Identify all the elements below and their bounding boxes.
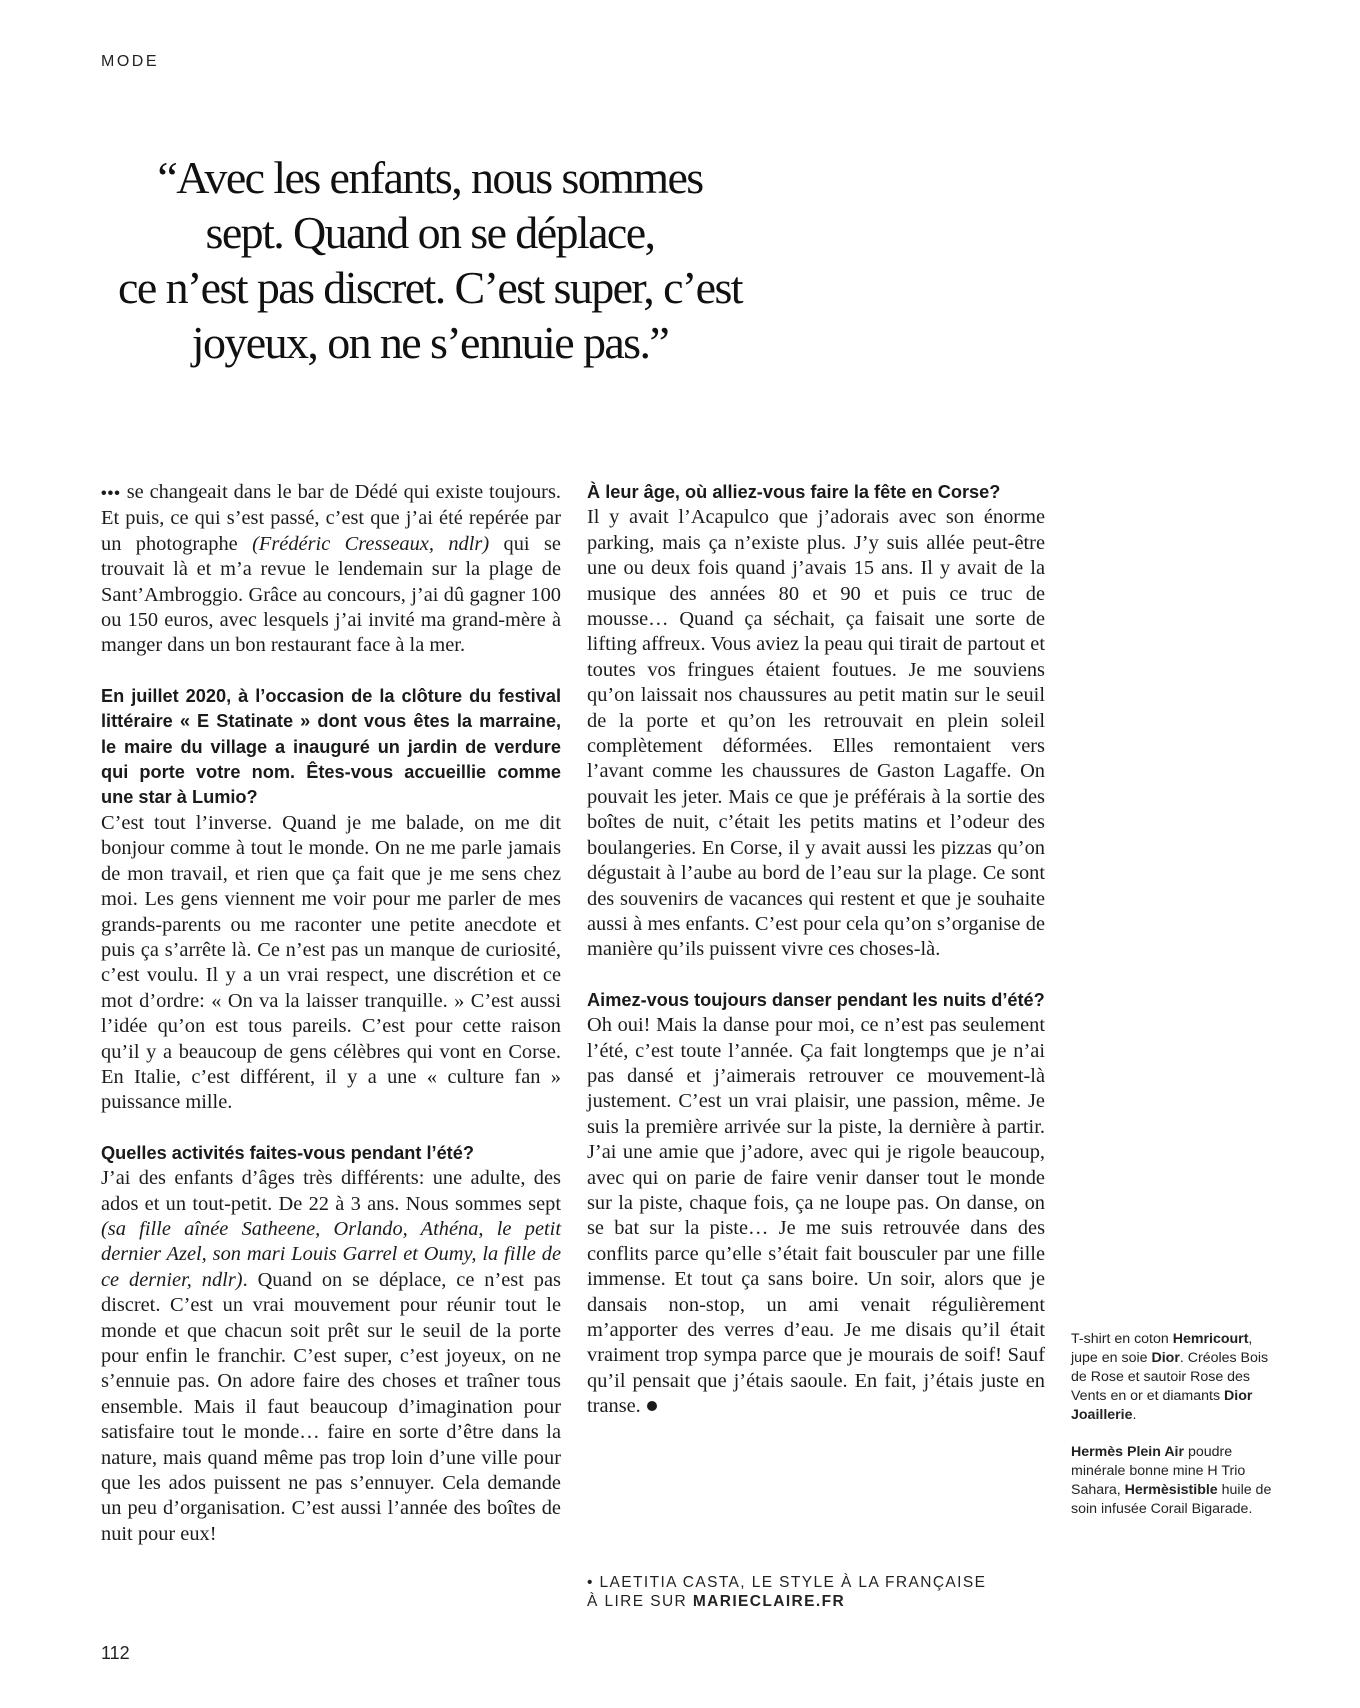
article-column-left <box>101 480 561 1547</box>
interview-question: Aimez-vous toujours danser pendant les nuits d’été? <box>587 989 1045 1010</box>
section-label: MODE <box>101 53 159 70</box>
pull-quote-line: sept. Quand on se déplace, <box>205 207 655 258</box>
credit-beauty <box>1071 1443 1281 1519</box>
brand-name: Dior <box>1151 1350 1180 1366</box>
interview-answer <box>587 1013 1045 1420</box>
text-run: qui se trouvait là et m’a revue le lendemain sur la plage de Sant’Ambroggio. Grâce au concours, j’ai dû gagner 100 ou 150 euros, avec lesquels j’ai invité ma grand-mère à manger dans un bon restaurant face à la mer. <box>101 532 561 657</box>
article-column-right <box>587 480 1045 1420</box>
interview-answer <box>101 1166 561 1547</box>
text-run: . Créoles Bois de Rose et sautoir Rose des Vents en or et diamants <box>1071 1350 1269 1404</box>
text-run: se changeait dans le bar de Dédé qui existe toujours. Et puis, ce qui s’est passé, c’est que j’ai été repérée par un photographe <box>101 481 561 555</box>
text-run: À LIRE SUR <box>587 1593 693 1610</box>
pull-quote-line: “Avec les enfants, nous sommes <box>157 152 703 203</box>
interview-question: En juillet 2020, à l’occasion de la clôture du festival littéraire « E Statinate » dont vous êtes la marraine, le maire du village a inauguré un jardin de verdure qui porte votre nom. Êtes-vous accueillie comme une star à Lumio? <box>101 685 561 808</box>
interview-question: À leur âge, où alliez-vous faire la fête en Corse? <box>587 482 1001 502</box>
brand-name: Dior Joaillerie <box>1071 1388 1253 1423</box>
brand-name: Hermès Plein Air <box>1071 1444 1185 1460</box>
text-run: J’ai des enfants d’âges très différents: une adulte, des ados et un tout-petit. De 22 à 3 ans. Nous sommes sept <box>101 1167 561 1215</box>
italic-note: (sa fille aînée Satheene, Orlando, Athéna, le petit dernier Azel, son mari Louis Garrel et Oumy, la fille de ce dernier, ndlr) <box>101 1217 561 1291</box>
brand-name: Hermèsistible <box>1124 1482 1218 1498</box>
brand-name: Hemricourt <box>1172 1331 1249 1347</box>
related-article-title: • LAETITIA CASTA, LE STYLE À LA FRANÇAISE <box>587 1574 987 1591</box>
italic-note: (Frédéric Cresseaux, ndlr) <box>252 532 490 555</box>
related-article-note <box>587 1573 986 1611</box>
credit-fashion <box>1071 1330 1281 1425</box>
end-mark-icon <box>647 1401 657 1411</box>
text-run: . Quand on se déplace, ce n’est pas discret. C’est un vrai mouvement pour réunir tout le monde et que chacun soit prêt sur le seuil de la porte pour enfin le franchir. C’est super, c’est joyeux, on ne s’ennuie pas. On adore faire des choses et traîner tous ensemble. Mais il faut beaucoup d’imagination pour satisfaire tout le monde… faire en sorte d’être dans la nature, mais quand même pas trop loin d’une ville pour que les ados puissent ne pas s’ennuyer. Cela demande un peu d’organisation. C’est aussi l’année des boîtes de nuit pour eux! <box>101 1268 561 1545</box>
photo-credits <box>1071 1330 1281 1537</box>
interview-question: Quelles activités faites-vous pendant l’été? <box>101 1142 474 1163</box>
text-run: T-shirt en coton <box>1071 1331 1173 1347</box>
site-link[interactable]: MARIECLAIRE.FR <box>692 1593 846 1610</box>
text-run: huile de soin infusée Corail Bigarade. <box>1071 1482 1272 1517</box>
pull-quote-line: joyeux, on ne s’ennuie pas.” <box>191 317 669 368</box>
page-number: 112 <box>101 1643 130 1663</box>
text-run: poudre minérale bonne mine H Trio Sahara, <box>1071 1444 1246 1498</box>
interview-answer: Il y avait l’Acapulco que j’adorais avec son énorme parking, mais ça n’existe plus. J’y suis allée peut-être une ou deux fois quand j’avais 15 ans. Il y avait de la musique des années 80 et 90 et puis ce truc de mousse… Quand ça séchait, ça faisait une sorte de lifting affreux. Vous aviez la peau qui tirait de partout et toutes vos fringues étaient foutues. Je me souviens qu’on laissait nos chaussures au petit matin sur le seuil de la porte et qu’on les retrouvait en plein soleil complètement déformées. Elles remontaient vers l’avant comme les chaussures de Gaston Lagaffe. On pouvait les jeter. Mais ce que je préférais à la sortie des boîtes de nuit, c’était les petits matins et l’odeur des boulangeries. En Corse, il y avait aussi les pizzas qu’on dégustait à l’aube au bord de l’eau sur la plage. Ce sont des souvenirs de vacances qui restent et que je souhaite aussi à mes enfants. C’est pour cela qu’on s’organise de manière qu’ils puissent vivre ces choses-là. <box>587 506 1045 961</box>
continuation-mark: ••• <box>101 485 121 502</box>
text-run: . <box>1132 1407 1137 1423</box>
interview-answer: C’est tout l’inverse. Quand je me balade, on me dit bonjour comme à tout le monde. On ne me parle jamais de mon travail, et rien que ça fait que je me sens chez moi. Les gens viennent me voir pour me parler de mes grands-parents ou me raconter une petite anecdote et puis ça s’arrête là. Ce n’est pas un manque de curiosité, c’est voulu. Il y a un vrai respect, une discrétion et ce mot d’ordre: « On va la laisser tranquille. » C’est aussi l’idée qu’on est tous pareils. C’est pour cette raison qu’il y a beaucoup de gens célèbres qui vont en Corse. En Italie, c’est différent, il y a une « culture fan » puissance mille. <box>101 811 561 1114</box>
pull-quote <box>100 150 760 370</box>
text-run: , jupe en soie <box>1071 1331 1253 1366</box>
pull-quote-line: ce n’est pas discret. C’est super, c’est <box>118 262 742 313</box>
text-run: Oh oui! Mais la danse pour moi, ce n’est pas seulement l’été, c’est toute l’année. Ça fait longtemps que je n’ai pas dansé et j’aimerais retrouver ce mouvement-là justement. C’est un vrai plaisir, une passion, même. Je suis la première arrivée sur la piste, la dernière à partir. J’ai une amie que j’adore, avec qui je rigole beaucoup, avec qui on parie de faire venir danser tout le monde sur la piste, chaque fois, ça ne loupe pas. On danse, on se bat sur la piste… Je me suis retrouvée dans des conflits parce qu’elle s’était fait bousculer par une fille immense. Et tout ça sans boire. Un soir, alors que je dansais non-stop, un ami venait régulièrement m’apporter des verres d’eau. Je me disais qu’il était vraiment trop sympa parce que je mourais de soif! Sauf qu’il pensait que j’étais saoule. En fait, j’étais juste en transe. <box>587 1014 1045 1418</box>
paragraph <box>101 480 561 659</box>
related-article-link-line <box>587 1592 986 1611</box>
